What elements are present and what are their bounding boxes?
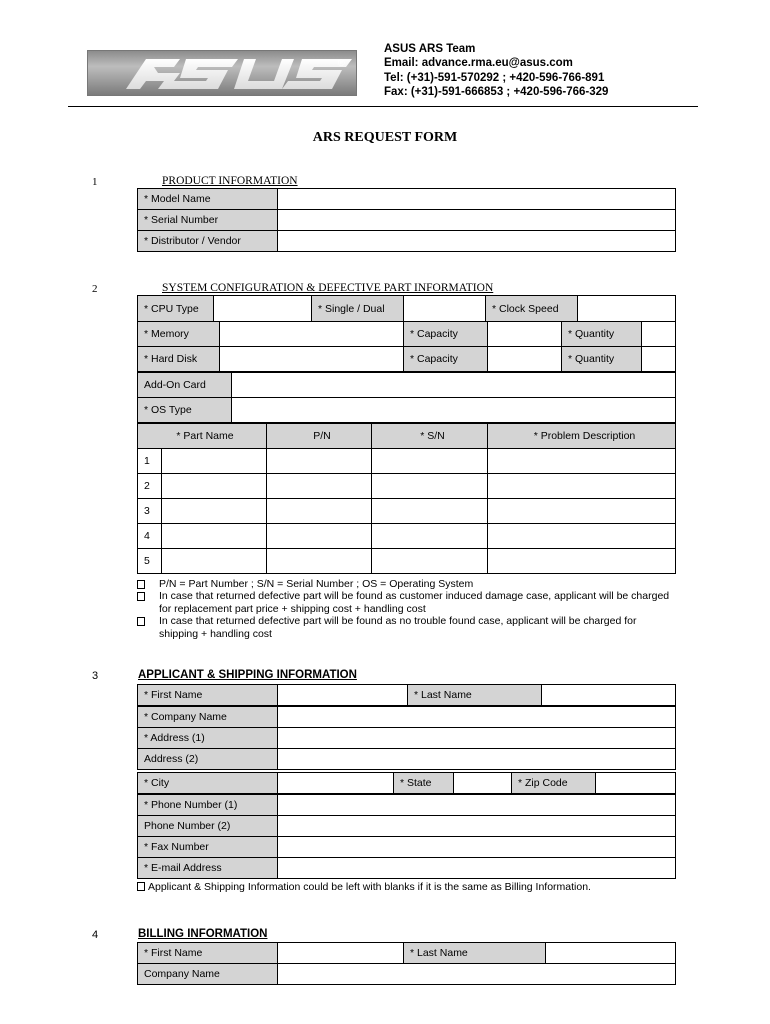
hard-disk-label: * Hard Disk xyxy=(138,347,220,372)
disk-capacity-field[interactable] xyxy=(488,347,562,372)
section-3-heading: APPLICANT & SHIPPING INFORMATION xyxy=(138,669,357,681)
problem-cell[interactable] xyxy=(488,474,676,499)
billing-company-table xyxy=(137,963,676,985)
hard-disk-field[interactable] xyxy=(220,347,404,372)
applicant-note-text: Applicant & Shipping Information could be left with blanks if it is the same as Billing Information. xyxy=(148,881,591,893)
section-2-notes xyxy=(137,578,677,640)
memory-field[interactable] xyxy=(220,322,404,347)
product-info-table xyxy=(137,188,676,252)
single-dual-field[interactable] xyxy=(404,296,486,322)
billing-company-field[interactable] xyxy=(278,964,676,985)
cpu-type-field[interactable] xyxy=(214,296,312,322)
svg-text:®: ® xyxy=(338,58,345,68)
cpu-config-table xyxy=(137,295,676,322)
billing-first-name-label: * First Name xyxy=(138,943,278,964)
note-text: P/N = Part Number ; S/N = Serial Number ; OS = Operating System xyxy=(159,578,474,590)
table-row xyxy=(138,524,676,549)
table-row xyxy=(138,549,676,574)
problem-cell[interactable] xyxy=(488,549,676,574)
note-text: In case that returned defective part will be found as customer induced damage case, applicant will be charged for replacement part price + shipping cost + handling cost xyxy=(159,590,670,615)
table-row xyxy=(138,499,676,524)
applicant-company-address-table xyxy=(137,706,676,770)
addon-card-label: Add-On Card xyxy=(138,373,232,398)
sn-header: * S/N xyxy=(372,424,488,449)
applicant-last-name-field[interactable] xyxy=(542,685,676,706)
bullet-box-icon xyxy=(137,580,145,589)
disk-quantity-label: * Quantity xyxy=(562,347,642,372)
row-number: 5 xyxy=(138,549,162,574)
table-row xyxy=(138,449,676,474)
part-name-cell[interactable] xyxy=(162,499,267,524)
note-item xyxy=(137,590,677,615)
asus-logo xyxy=(87,50,357,96)
section-1-heading: PRODUCT INFORMATION xyxy=(162,175,298,187)
memory-label: * Memory xyxy=(138,322,220,347)
distributor-vendor-field[interactable] xyxy=(278,231,676,252)
pn-cell[interactable] xyxy=(267,499,372,524)
applicant-address1-field[interactable] xyxy=(278,728,676,749)
disk-quantity-field[interactable] xyxy=(642,347,676,372)
applicant-phone1-label: * Phone Number (1) xyxy=(138,795,278,816)
problem-cell[interactable] xyxy=(488,449,676,474)
section-2-number: 2 xyxy=(92,283,98,295)
sn-cell[interactable] xyxy=(372,549,488,574)
applicant-contact-table xyxy=(137,794,676,879)
memory-capacity-field[interactable] xyxy=(488,322,562,347)
applicant-address2-field[interactable] xyxy=(278,749,676,770)
applicant-zip-label: * Zip Code xyxy=(512,773,596,794)
pn-header: P/N xyxy=(267,424,372,449)
part-name-header: * Part Name xyxy=(138,424,267,449)
row-number: 3 xyxy=(138,499,162,524)
problem-description-header: * Problem Description xyxy=(488,424,676,449)
applicant-address2-label: Address (2) xyxy=(138,749,278,770)
sn-cell[interactable] xyxy=(372,499,488,524)
addon-card-field[interactable] xyxy=(232,373,676,398)
header-divider xyxy=(68,106,698,107)
memory-quantity-field[interactable] xyxy=(642,322,676,347)
applicant-city-table xyxy=(137,772,676,794)
contact-email: Email: advance.rma.eu@asus.com xyxy=(384,57,573,70)
note-text: In case that returned defective part will be found as no trouble found case, applicant will be charged for shipping + handling cost xyxy=(159,615,637,640)
billing-first-name-field[interactable] xyxy=(278,943,404,964)
applicant-name-table xyxy=(137,684,676,706)
form-title: ARS REQUEST FORM xyxy=(312,130,458,145)
row-number: 1 xyxy=(138,449,162,474)
sn-cell[interactable] xyxy=(372,474,488,499)
billing-last-name-field[interactable] xyxy=(546,943,676,964)
distributor-vendor-label: * Distributor / Vendor xyxy=(138,231,278,252)
os-type-field[interactable] xyxy=(232,398,676,423)
defective-parts-table xyxy=(137,423,676,574)
section-1-number: 1 xyxy=(92,176,98,188)
cpu-type-label: * CPU Type xyxy=(138,296,214,322)
applicant-email-label: * E-mail Address xyxy=(138,858,278,879)
bullet-box-icon xyxy=(137,592,145,601)
applicant-company-label: * Company Name xyxy=(138,707,278,728)
billing-name-table xyxy=(137,942,676,964)
section-4-number: 4 xyxy=(92,929,99,941)
applicant-phone2-label: Phone Number (2) xyxy=(138,816,278,837)
applicant-phone2-field[interactable] xyxy=(278,816,676,837)
sn-cell[interactable] xyxy=(372,524,488,549)
note-item xyxy=(137,578,677,590)
pn-cell[interactable] xyxy=(267,524,372,549)
row-number: 4 xyxy=(138,524,162,549)
addon-os-table xyxy=(137,372,676,423)
contact-tel: Tel: (+31)-591-570292 ; +420-596-766-891 xyxy=(384,71,605,84)
contact-info xyxy=(384,42,608,99)
applicant-city-label: * City xyxy=(138,773,278,794)
contact-fax: Fax: (+31)-591-666853 ; +420-596-766-329 xyxy=(384,85,609,98)
applicant-address1-label: * Address (1) xyxy=(138,728,278,749)
part-name-cell[interactable] xyxy=(162,474,267,499)
note-item xyxy=(137,615,677,640)
os-type-label: * OS Type xyxy=(138,398,232,423)
applicant-fax-label: * Fax Number xyxy=(138,837,278,858)
problem-cell[interactable] xyxy=(488,524,676,549)
applicant-note xyxy=(137,881,591,893)
part-name-cell[interactable] xyxy=(162,524,267,549)
section-3-number: 3 xyxy=(92,670,99,682)
clock-speed-label: * Clock Speed xyxy=(486,296,578,322)
pn-cell[interactable] xyxy=(267,449,372,474)
applicant-zip-field[interactable] xyxy=(596,773,676,794)
part-name-cell[interactable] xyxy=(162,549,267,574)
applicant-phone1-field[interactable] xyxy=(278,795,676,816)
bullet-box-icon xyxy=(137,882,145,891)
memory-disk-table xyxy=(137,321,676,372)
applicant-state-field[interactable] xyxy=(454,773,512,794)
table-row xyxy=(138,474,676,499)
applicant-first-name-field[interactable] xyxy=(278,685,408,706)
single-dual-label: * Single / Dual xyxy=(312,296,404,322)
applicant-last-name-label: * Last Name xyxy=(408,685,542,706)
section-2-heading: SYSTEM CONFIGURATION & DEFECTIVE PART INFORMATION xyxy=(162,282,494,294)
problem-cell[interactable] xyxy=(488,499,676,524)
serial-number-field[interactable] xyxy=(278,210,676,231)
asus-logo-graphic xyxy=(88,51,356,95)
applicant-company-field[interactable] xyxy=(278,707,676,728)
contact-team: ASUS ARS Team xyxy=(384,43,476,55)
sn-cell[interactable] xyxy=(372,449,488,474)
section-4-heading: BILLING INFORMATION xyxy=(138,928,268,940)
memory-capacity-label: * Capacity xyxy=(404,322,488,347)
model-name-field[interactable] xyxy=(278,189,676,210)
applicant-fax-field[interactable] xyxy=(278,837,676,858)
billing-company-label: Company Name xyxy=(138,964,278,985)
applicant-state-label: * State xyxy=(394,773,454,794)
pn-cell[interactable] xyxy=(267,474,372,499)
applicant-email-field[interactable] xyxy=(278,858,676,879)
clock-speed-field[interactable] xyxy=(578,296,676,322)
row-number: 2 xyxy=(138,474,162,499)
serial-number-label: * Serial Number xyxy=(138,210,278,231)
model-name-label: * Model Name xyxy=(138,189,278,210)
applicant-city-field[interactable] xyxy=(278,773,394,794)
memory-quantity-label: * Quantity xyxy=(562,322,642,347)
bullet-box-icon xyxy=(137,617,145,626)
pn-cell[interactable] xyxy=(267,549,372,574)
part-name-cell[interactable] xyxy=(162,449,267,474)
disk-capacity-label: * Capacity xyxy=(404,347,488,372)
applicant-first-name-label: * First Name xyxy=(138,685,278,706)
billing-last-name-label: * Last Name xyxy=(404,943,546,964)
